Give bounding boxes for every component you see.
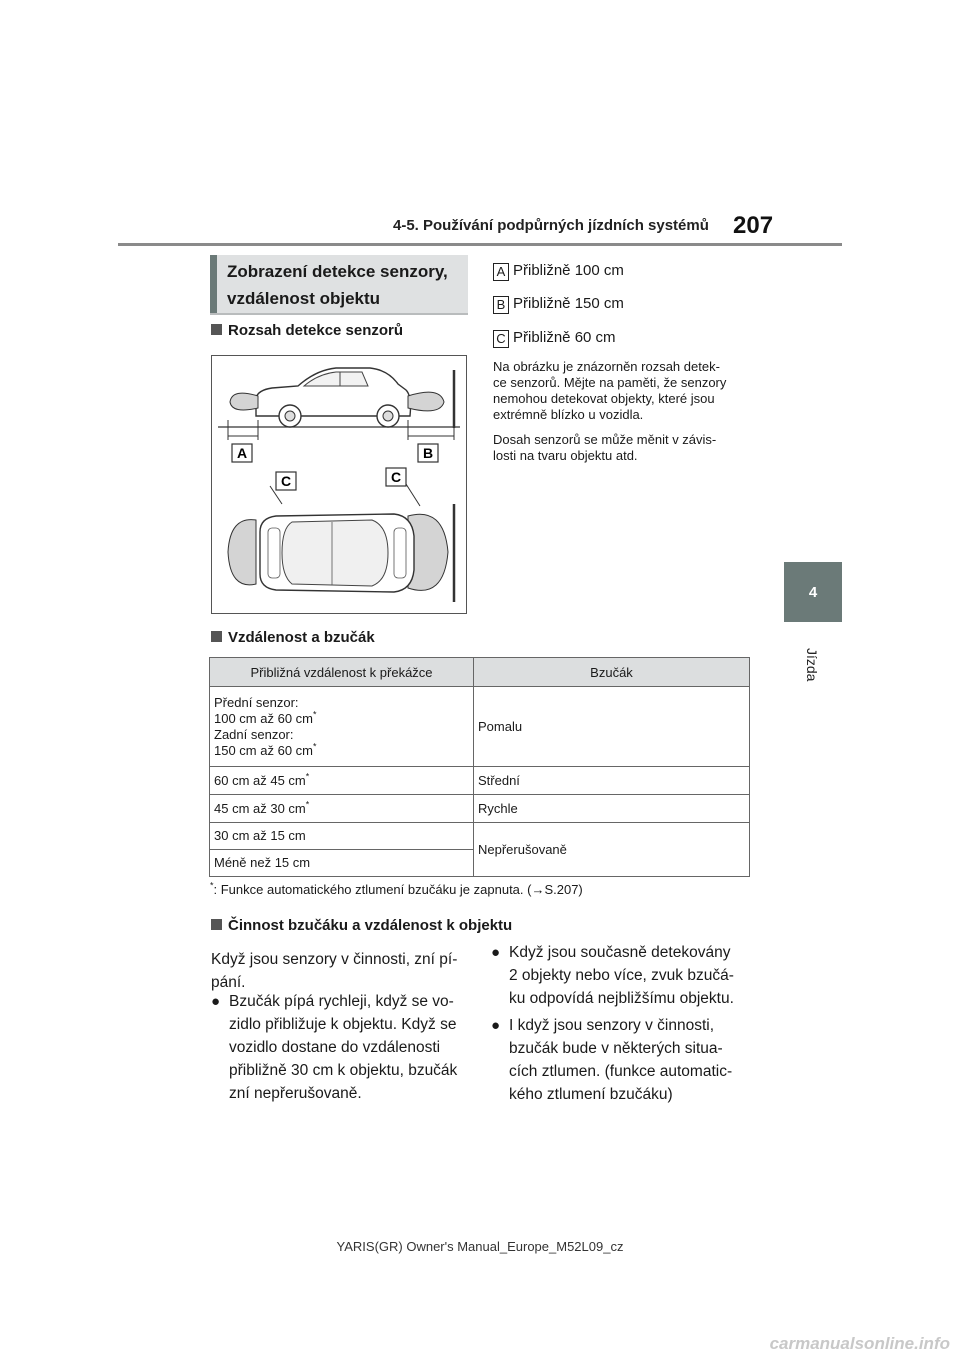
distance-b-row	[493, 295, 624, 314]
bullet-item	[491, 941, 734, 1010]
cell-line: 150 cm až 60 cm	[214, 742, 313, 758]
text-line: Když jsou senzory v činnosti, zní pí-	[211, 951, 458, 968]
chapter-tab	[784, 562, 842, 622]
footnote-text: : Funkce automatického ztlumení bzučáku je zapnuta. (→S.207)	[213, 882, 583, 897]
asterisk: *	[305, 771, 310, 782]
bullet-dot-icon: ●	[491, 1017, 501, 1034]
table-header-row	[210, 658, 750, 687]
table-cell	[210, 767, 474, 795]
table-cell	[210, 795, 474, 823]
note-line: nemohou detekovat objekty, které jsou	[493, 391, 715, 406]
note-line: losti na tvaru objektu atd.	[493, 448, 638, 463]
site-watermark[interactable]: carmanualsonline.info	[769, 1334, 950, 1353]
table-row	[210, 795, 750, 823]
text-line: Když jsou současně detekovány	[509, 944, 731, 961]
section-heading-text: Rozsah detekce senzorů	[228, 322, 404, 339]
table-header-distance: Přibližná vzdálenost k překážce	[210, 658, 474, 687]
text-line: I když jsou senzory v činnosti,	[509, 1017, 715, 1034]
header-divider	[118, 243, 842, 246]
table-row	[210, 687, 750, 767]
figure-label-c-front: C	[280, 473, 292, 489]
note-range-variation	[493, 432, 753, 464]
cell-line: Přední senzor:	[214, 694, 299, 710]
cell-line: Zadní senzor:	[214, 726, 294, 742]
note-line: extrémně blízko u vozidla.	[493, 407, 644, 422]
figure-label-c-rear: C	[390, 469, 402, 485]
asterisk: *	[305, 799, 310, 810]
square-bullet-icon	[211, 324, 222, 335]
chapter-label	[780, 630, 846, 680]
cell-text: 45 cm až 30 cm	[214, 800, 306, 816]
note-line: Dosah senzorů se může měnit v závis-	[493, 432, 717, 447]
section-heading-text: Vzdálenost a bzučák	[228, 629, 375, 646]
text-line: cích ztlumen. (funkce automatic-	[509, 1063, 733, 1080]
bullet-item	[491, 1014, 733, 1106]
distance-a-row	[493, 262, 624, 281]
distance-b-text: Přibližně 150 cm	[513, 295, 624, 312]
cell-line: 100 cm až 60 cm	[214, 710, 313, 726]
asterisk: *	[210, 880, 214, 891]
badge-c: C	[493, 330, 509, 348]
note-line: Na obrázku je znázorněn rozsah detek-	[493, 359, 720, 374]
square-bullet-icon	[211, 631, 222, 642]
distance-a-text: Přibližně 100 cm	[513, 262, 624, 279]
asterisk: *	[313, 741, 317, 752]
text-line: Bzučák pípá rychleji, když se vo-	[229, 993, 454, 1010]
text-line: bzučák bude v některých situa-	[509, 1040, 723, 1057]
figure-label-a: A	[236, 445, 248, 461]
text-line: kého ztlumení bzučáku)	[509, 1086, 673, 1103]
asterisk: *	[313, 709, 317, 720]
intro-paragraph	[211, 948, 457, 994]
table-cell: Rychle	[474, 795, 750, 823]
sensor-range-illustration	[212, 356, 466, 613]
text-line: ku odpovídá nejbližšímu objektu.	[509, 990, 734, 1007]
text-line: zidlo přibližuje k objektu. Když se	[229, 1016, 457, 1033]
text-line: přibližně 30 cm k objektu, bzučák	[229, 1062, 458, 1079]
table-footnote	[210, 882, 583, 897]
bullet-dot-icon: ●	[491, 944, 501, 961]
square-bullet-icon	[211, 919, 222, 930]
section-heading-buzzer-operation	[211, 917, 512, 934]
text-line: zní nepřerušovaně.	[229, 1085, 362, 1102]
section-header: 4-5. Používání podpůrných jízdních systémů	[393, 217, 709, 234]
table-cell: Pomalu	[474, 687, 750, 767]
bullet-dot-icon: ●	[211, 993, 221, 1010]
cell-text: 60 cm až 45 cm	[214, 772, 306, 788]
table-cell: Střední	[474, 767, 750, 795]
text-line: vozidlo dostane do vzdálenosti	[229, 1039, 441, 1056]
table-row	[210, 767, 750, 795]
topic-title-line1: Zobrazení detekce senzory,	[227, 262, 448, 281]
topic-title-box	[210, 255, 468, 313]
section-heading-detection-range	[211, 322, 403, 339]
chapter-number: 4	[808, 583, 818, 601]
table-row	[210, 823, 750, 850]
table-cell: 30 cm až 15 cm	[210, 823, 474, 850]
chapter-label-text: Jízda	[804, 648, 820, 682]
page-number: 207	[733, 212, 774, 239]
distance-c-row	[493, 329, 616, 348]
table-header-buzzer: Bzučák	[474, 658, 750, 687]
table-cell	[210, 687, 474, 767]
note-detection-range	[493, 359, 753, 423]
distance-c-text: Přibližně 60 cm	[513, 329, 616, 346]
figure-label-b: B	[422, 445, 434, 461]
title-divider	[210, 313, 468, 315]
note-line: ce senzorů. Mějte na paměti, že senzory	[493, 375, 727, 390]
badge-b: B	[493, 296, 509, 314]
text-line: pání.	[211, 974, 246, 991]
table-cell: Méně než 15 cm	[210, 850, 474, 877]
bullet-item	[211, 990, 458, 1105]
badge-a: A	[493, 263, 509, 281]
section-heading-distance-buzzer	[211, 629, 375, 646]
table-cell: Nepřerušovaně	[474, 823, 750, 877]
page-footer: YARIS(GR) Owner's Manual_Europe_M52L09_cz	[336, 1239, 624, 1254]
sensor-range-figure	[211, 355, 467, 614]
topic-title-line2: vzdálenost objektu	[227, 289, 381, 308]
section-heading-text: Činnost bzučáku a vzdálenost k objektu	[228, 917, 513, 934]
distance-buzzer-table	[209, 657, 750, 877]
text-line: 2 objekty nebo více, zvuk bzučá-	[509, 967, 734, 984]
